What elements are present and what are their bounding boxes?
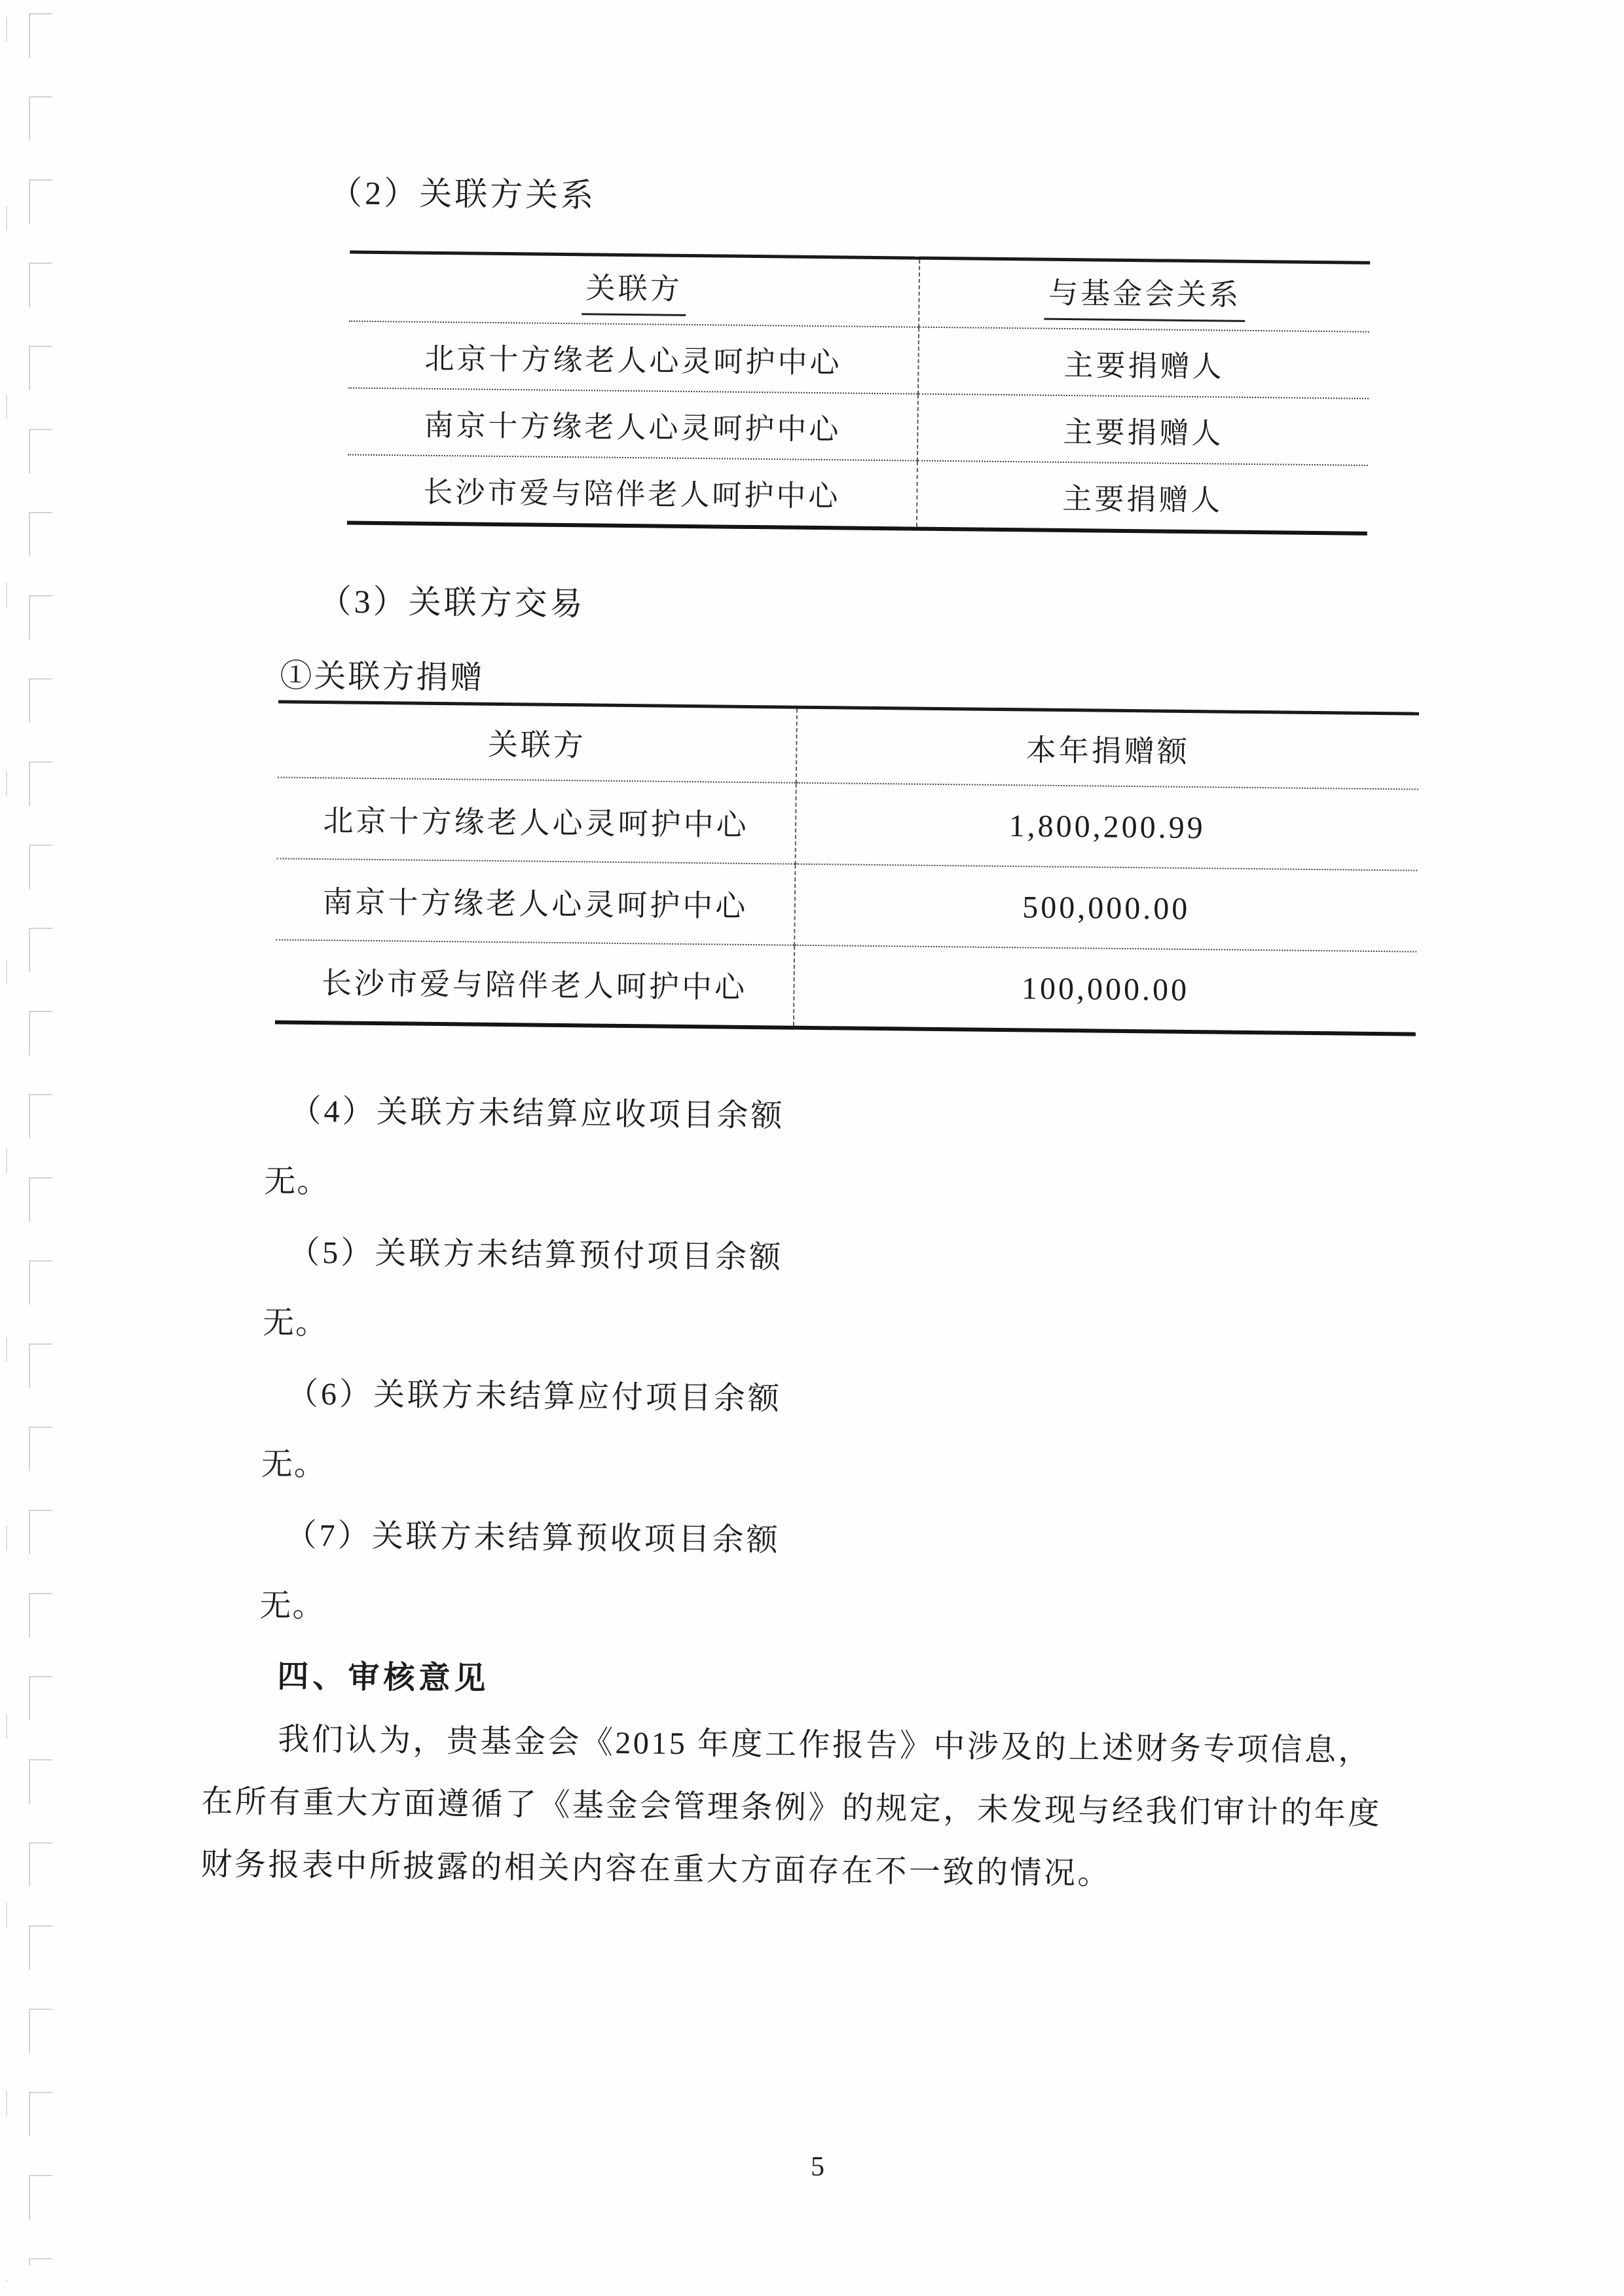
- related-party-transaction-heading: （3）关联方交易: [318, 583, 585, 623]
- balance-item-5-heading: （5）关联方未结算预付项目余额: [287, 1235, 784, 1275]
- audit-opinion-line-3: 财务报表中所披露的相关内容在重大方面存在不一致的情况。: [200, 1847, 1112, 1891]
- relation-cell: 主要捐赠人: [918, 327, 1369, 399]
- related-party-relationship-heading: （2）关联方关系: [329, 174, 597, 214]
- related-party-donation-subheading: ①关联方捐赠: [280, 657, 485, 696]
- donation-amount-cell: 100,000.00: [794, 945, 1416, 1034]
- balance-item-4-value: 无。: [264, 1164, 330, 1200]
- party-name-cell: 长沙市爱与陪伴老人呵护中心: [275, 939, 794, 1027]
- table-row: [348, 388, 1369, 465]
- donation-amount-cell: 1,800,200.99: [796, 783, 1418, 871]
- donation-table-header-party: 关联方: [278, 702, 797, 783]
- balance-item-7-value: 无。: [259, 1588, 325, 1624]
- balance-item-5-value: 无。: [262, 1305, 329, 1341]
- relation-cell: 主要捐赠人: [917, 461, 1368, 534]
- relation-cell: 主要捐赠人: [917, 394, 1369, 465]
- table-row: [348, 321, 1369, 399]
- related-party-relationship-table: [347, 251, 1370, 536]
- relationship-table-header-party: 关联方: [349, 252, 919, 327]
- relationship-table-header-relation: 与基金会关系: [919, 258, 1370, 332]
- balance-item-6-heading: （6）关联方未结算应付项目余额: [286, 1376, 783, 1417]
- related-party-donation-table: [275, 700, 1419, 1036]
- table-header-row: [349, 252, 1370, 332]
- audit-opinion-line-1: 我们认为，贵基金会《2015 年度工作报告》中涉及的上述财务专项信息，: [278, 1722, 1373, 1769]
- audit-opinion-line-2: 在所有重大方面遵循了《基金会管理条例》的规定，未发现与经我们审计的年度: [201, 1784, 1382, 1832]
- table-row: [347, 455, 1368, 534]
- table-row: [277, 777, 1418, 870]
- table-row: [275, 939, 1416, 1034]
- party-name-cell: 长沙市爱与陪伴老人呵护中心: [347, 455, 917, 529]
- balance-item-6-value: 无。: [261, 1447, 327, 1483]
- party-name-cell: 南京十方缘老人心灵呵护中心: [276, 858, 795, 945]
- party-name-cell: 南京十方缘老人心灵呵护中心: [348, 388, 918, 461]
- page-number: 5: [811, 2152, 824, 2182]
- table-header-row: [278, 702, 1419, 790]
- balance-item-4-heading: （4）关联方未结算应收项目余额: [289, 1093, 785, 1134]
- donation-amount-cell: 500,000.00: [794, 864, 1417, 952]
- audit-opinion-heading: 四、审核意见: [277, 1659, 490, 1696]
- party-name-cell: 北京十方缘老人心灵呵护中心: [348, 321, 919, 394]
- balance-item-7-heading: （7）关联方未结算预收项目余额: [285, 1518, 781, 1558]
- donation-table-header-amount: 本年捐赠额: [1025, 733, 1190, 769]
- table-row: [276, 858, 1417, 951]
- party-name-cell: 北京十方缘老人心灵呵护中心: [277, 777, 796, 864]
